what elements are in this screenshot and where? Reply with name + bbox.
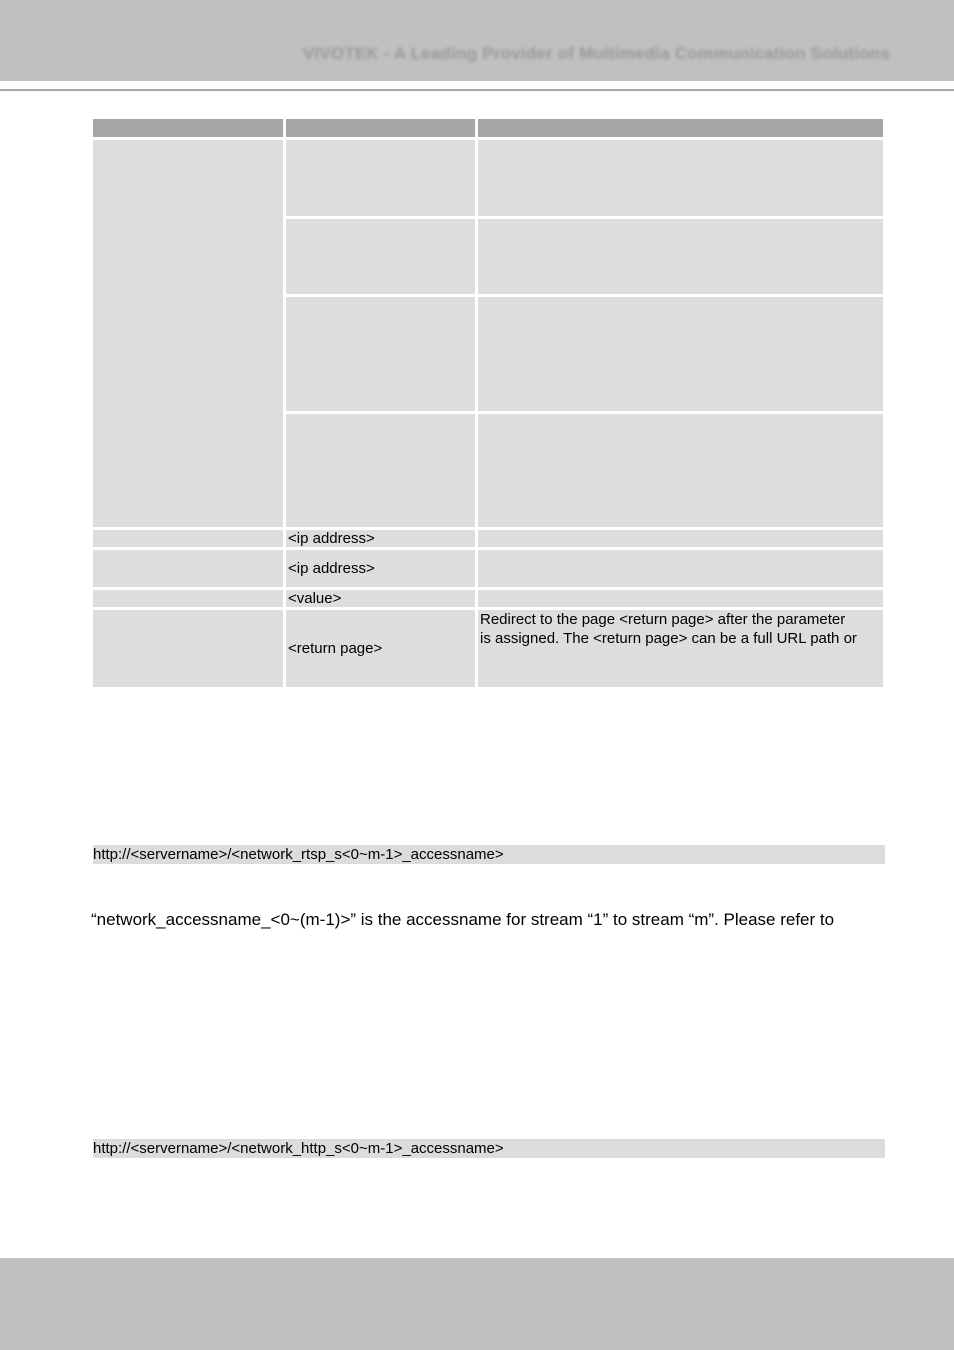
table-row	[478, 297, 883, 411]
header-divider	[0, 89, 954, 91]
table-row	[478, 550, 883, 587]
accessname-paragraph: “network_accessname_<0~(m-1)>” is the accessname for stream “1” to stream “m”. Please refer to	[91, 910, 835, 929]
table-row	[286, 297, 475, 411]
page-header	[0, 0, 954, 81]
ip-address-value-1: <ip address>	[286, 530, 475, 547]
http-url-syntax: http://<servername>/<network_http_s<0~m-1>_accessname>	[93, 1139, 885, 1158]
table-row	[93, 590, 283, 607]
table-row	[286, 219, 475, 294]
header-tagline: VIVOTEK - A Leading Provider of Multimedia Communication Solutions	[302, 44, 890, 63]
table-row	[286, 414, 475, 527]
table-header-cell-2	[286, 119, 475, 137]
return-page-desc-line-2: is assigned. The <return page> can be a full URL path or	[480, 630, 857, 647]
table-row	[478, 140, 883, 216]
table-group-name-cell	[93, 140, 283, 527]
table-row	[478, 414, 883, 527]
table-row	[478, 590, 883, 607]
value-cell: <value>	[286, 590, 475, 607]
table-header-cell-1	[93, 119, 283, 137]
ip-address-value-2: <ip address>	[286, 550, 475, 587]
table-header-cell-3	[478, 119, 883, 137]
table-row	[478, 530, 883, 547]
table-row	[93, 550, 283, 587]
table-row	[93, 610, 283, 687]
return-page-description	[478, 610, 883, 687]
return-page-desc-line-1: Redirect to the page <return page> after the parameter	[480, 611, 846, 628]
page-footer	[0, 1258, 954, 1350]
table-row	[286, 140, 475, 216]
table-row	[93, 530, 283, 547]
return-page-value: <return page>	[286, 610, 475, 687]
table-row	[478, 219, 883, 294]
rtsp-url-syntax: http://<servername>/<network_rtsp_s<0~m-1>_accessname>	[93, 845, 885, 864]
